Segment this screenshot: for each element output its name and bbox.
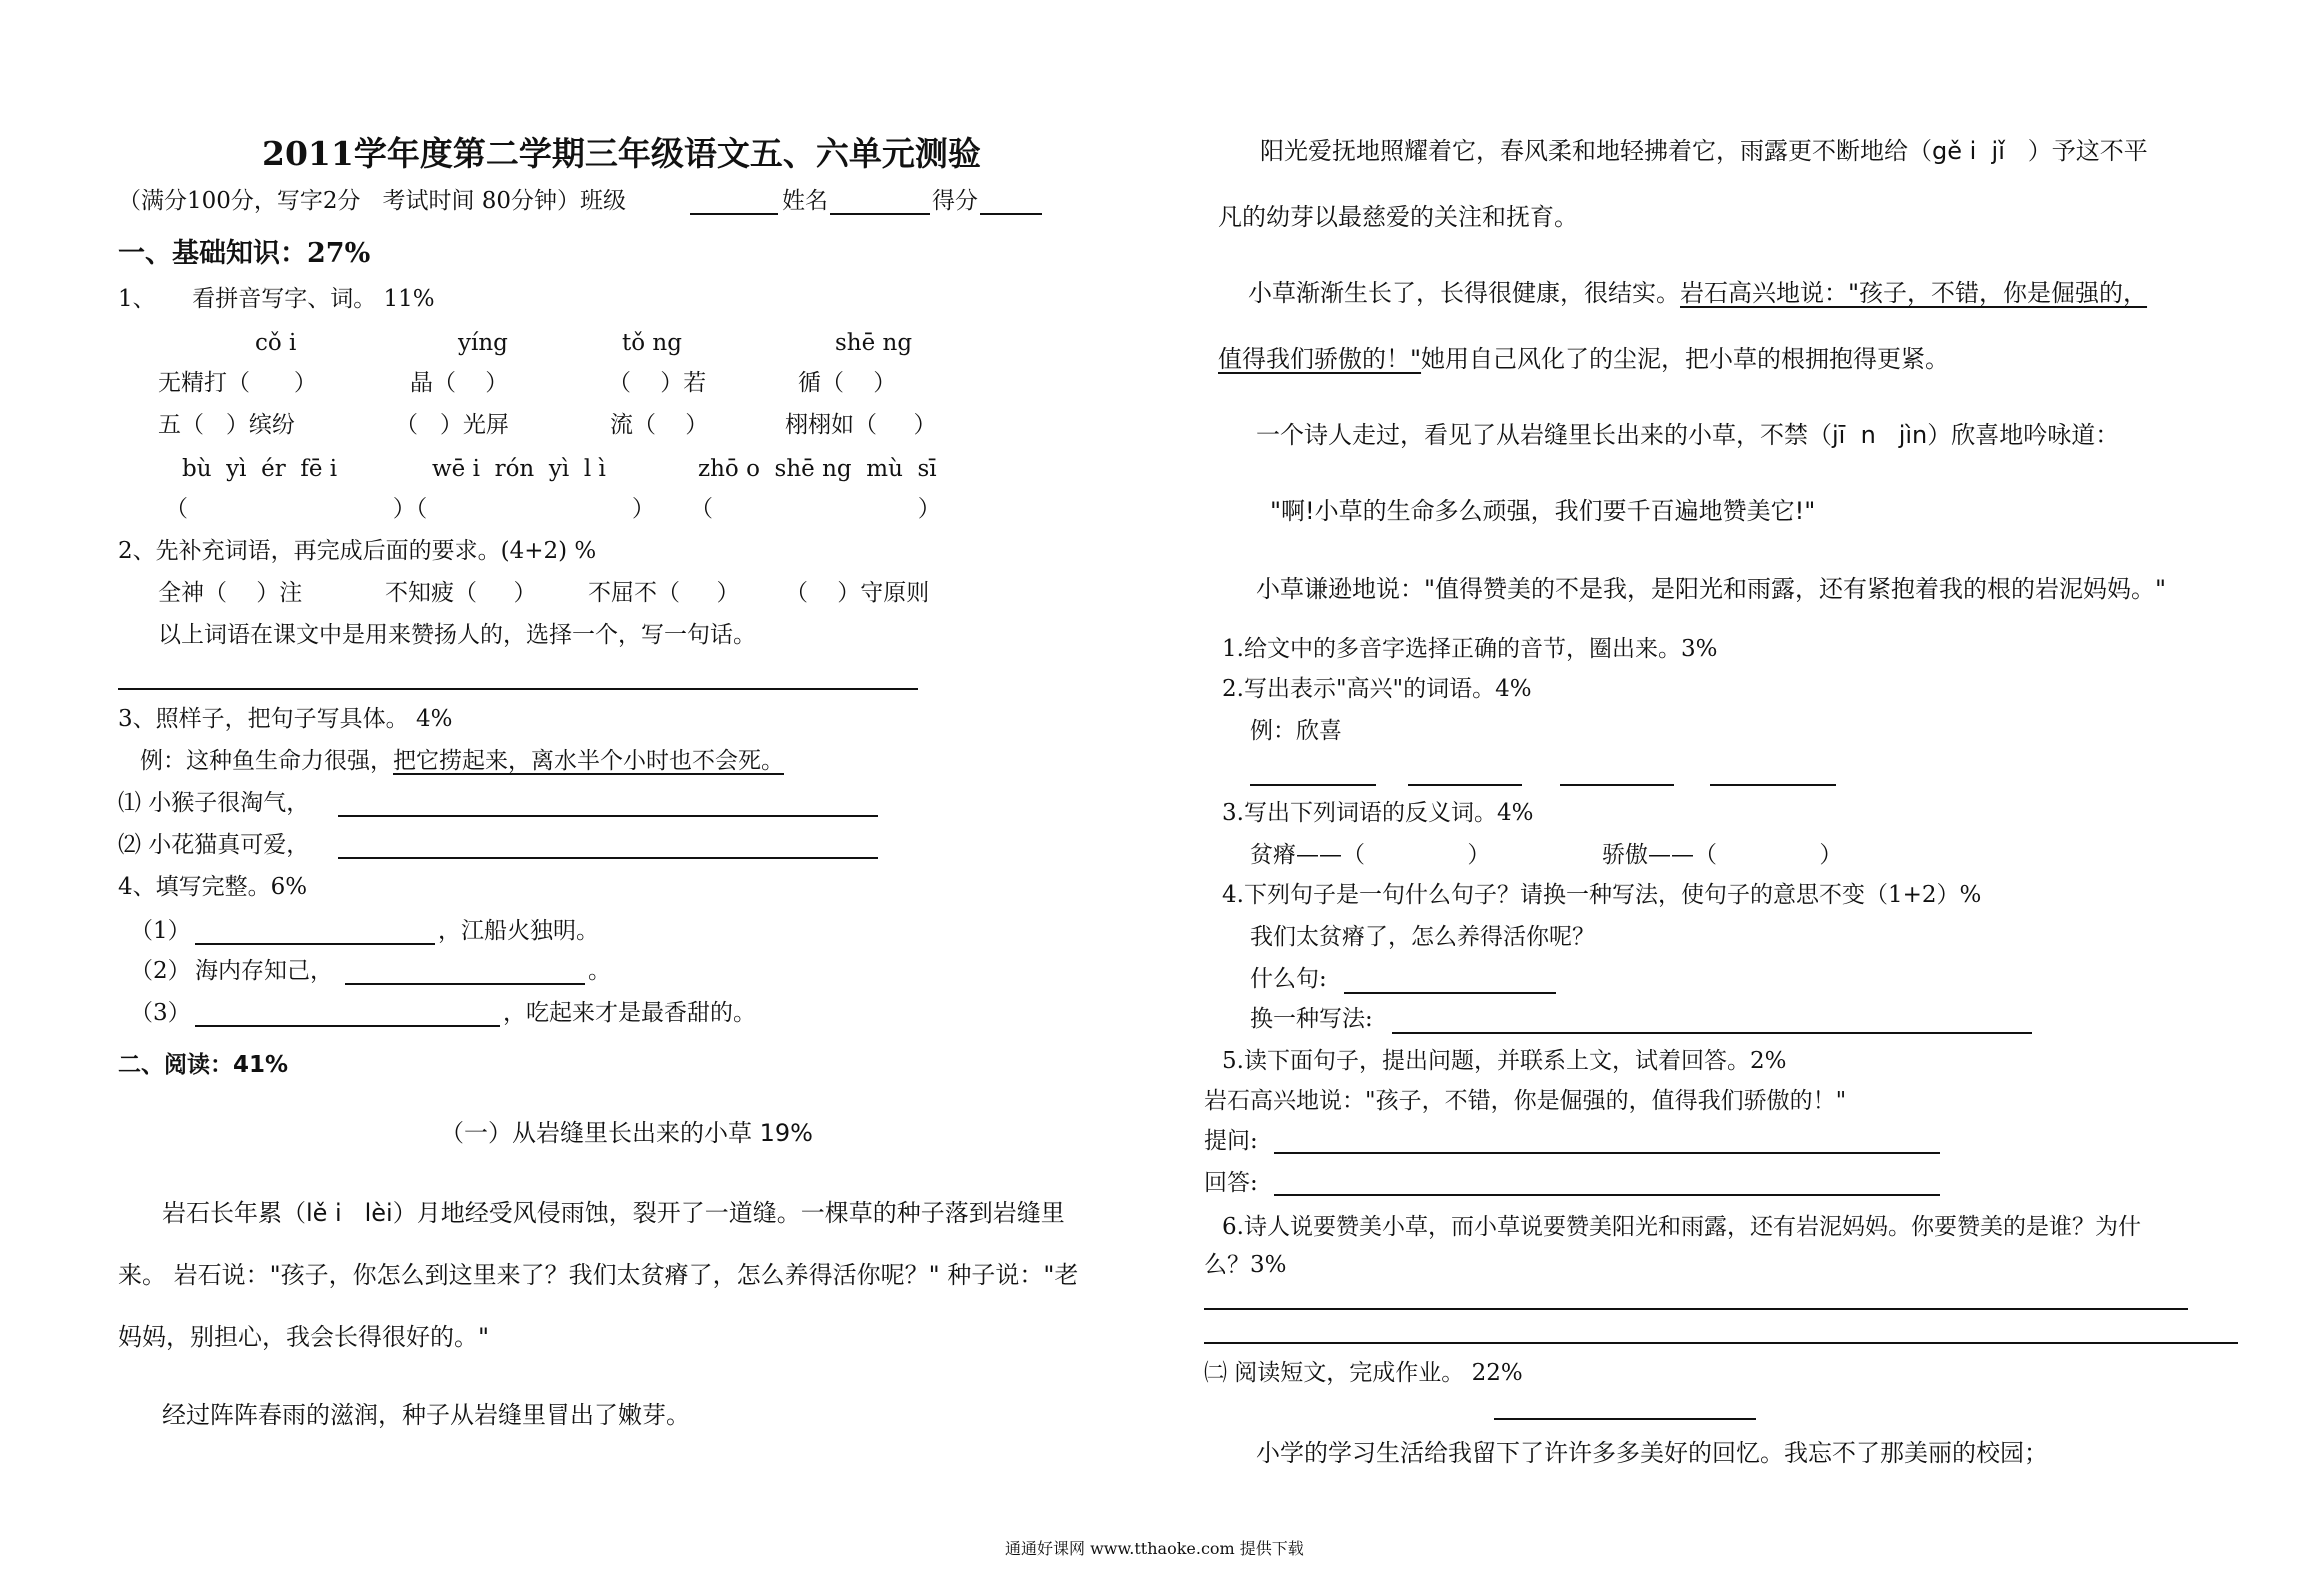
right-column: [1152, 0, 2304, 1595]
footer: 通通好课网 www.tthaoke.com 提供下载: [1005, 1539, 1304, 1558]
q3-item1: ⑴ 小猴子很淘气，: [118, 790, 310, 816]
q4-num: （1）: [130, 918, 191, 944]
word-blank: 循（ ）: [798, 370, 897, 396]
q4-type-label: 什么句:: [1250, 966, 1327, 992]
name-label: 姓名: [782, 188, 828, 214]
q4-label: 4、填写完整。6%: [118, 874, 308, 900]
q3-example: [140, 748, 784, 774]
reading-q6-cont: 么？3%: [1204, 1252, 1287, 1278]
q5-ask-label: 提问:: [1204, 1128, 1258, 1154]
passage-line: 经过阵阵春雨的滋润，种子从岩缝里冒出了嫩芽。: [162, 1401, 690, 1429]
passage2-heading: ㈡ 阅读短文，完成作业。 22%: [1204, 1360, 1523, 1386]
q3-label: 3、照样子，把句子写具体。 4%: [118, 706, 453, 732]
passage-line: 小草谦逊地说："值得赞美的不是我，是阳光和雨露，还有紧抱着我的根的岩泥妈妈。": [1256, 575, 2167, 603]
passage1-title: （一）从岩缝里长出来的小草 19%: [440, 1119, 813, 1147]
pinyin: tǒ ng: [622, 330, 682, 356]
answer-line: [1392, 1032, 2032, 1034]
answer-brackets: （ ）: [690, 496, 941, 522]
score-blank: [980, 213, 1042, 215]
word-blank: 五（ ）缤纷: [158, 412, 295, 438]
answer-brackets: （ ）（ ）: [165, 496, 655, 522]
q4-num: （3）: [130, 1000, 191, 1026]
idiom-blank: （ ）守原则: [785, 580, 930, 606]
reading-q6: 6.诗人说要赞美小草，而小草说要赞美阳光和雨露，还有岩泥妈妈。你要赞美的是谁？为什: [1222, 1214, 2141, 1240]
word-blank: 晶（ ）: [410, 370, 509, 396]
q4-sentence: 我们太贫瘠了，怎么养得活你呢？: [1250, 924, 1595, 950]
answer-line: [1344, 992, 1556, 994]
reading-q3: 3.写出下列词语的反义词。4%: [1222, 800, 1534, 826]
q4-rewrite-label: 换一种写法:: [1250, 1006, 1373, 1032]
pinyin: wē i rón yì l ì: [432, 456, 606, 482]
answer-line: [1274, 1152, 1940, 1154]
passage2-line: 小学的学习生活给我留下了许许多多美好的回忆。我忘不了那美丽的校园；: [1256, 1439, 2048, 1467]
passage-underlined: 值得我们骄傲的！": [1218, 345, 1422, 373]
q3-item2: ⑵ 小花猫真可爱，: [118, 832, 310, 858]
q5-answer-label: 回答:: [1204, 1170, 1258, 1196]
answer-line: [1560, 784, 1674, 786]
passage-text: 小草渐渐生长了，长得很健康，很结实。: [1248, 279, 1680, 307]
answer-line: [345, 983, 585, 985]
word-blank: （ ）若: [608, 370, 707, 396]
passage-line: 一个诗人走过，看见了从岩缝里长出来的小草，不禁（jī n jìn）欣喜地吟咏道：: [1256, 421, 2120, 449]
answer-line: [118, 688, 918, 690]
q5-sentence: 岩石高兴地说："孩子，不错，你是倔强的，值得我们骄傲的！": [1204, 1088, 1847, 1114]
pinyin: zhō o shē ng mù sī: [698, 456, 937, 482]
answer-line: [1274, 1194, 1940, 1196]
passage-line: 凡的幼芽以最慈爱的关注和抚育。: [1218, 203, 1578, 231]
part2-heading: 二、阅读：41%: [118, 1052, 289, 1078]
subtitle: （满分100分，写字2分 考试时间 80分钟）班级: [118, 188, 627, 214]
answer-line: [1408, 784, 1522, 786]
reading-q4: 4.下列句子是一句什么句子？请换一种写法，使句子的意思不变（1+2）%: [1222, 882, 1982, 908]
passage-underlined: 岩石高兴地说："孩子，不错，你是倔强的，: [1680, 279, 2148, 307]
antonym-pair: 骄傲——（ ）: [1602, 842, 1843, 868]
pinyin: shē ng: [835, 330, 913, 356]
passage2-title-blank: [1494, 1418, 1756, 1420]
word-blank: （ ）光屏: [395, 412, 509, 438]
passage-line: 阳光爱抚地照耀着它，春风柔和地轻拂着它，雨露更不断地给（gě i jǐ ）予这不平: [1260, 137, 2148, 165]
q4-item2-end: 。: [588, 958, 611, 984]
q2-label: 2、先补充词语，再完成后面的要求。(4+2) %: [118, 538, 597, 564]
pinyin: yíng: [458, 330, 508, 356]
reading-q5: 5.读下面句子，提出问题，并联系上文，试着回答。2%: [1222, 1048, 1787, 1074]
pinyin: cǒ i: [255, 330, 297, 356]
answer-line: [338, 857, 878, 859]
reading-q1: 1.给文中的多音字选择正确的音节，圈出来。3%: [1222, 636, 1718, 662]
example-prefix: 例：这种鱼生命力很强，: [140, 748, 393, 774]
idiom-blank: 不知疲（ ）: [385, 580, 537, 606]
q4-item3: ，吃起来才是最香甜的。: [503, 1000, 756, 1026]
reading-q2: 2.写出表示"高兴"的词语。4%: [1222, 676, 1532, 702]
passage-text: 她用自己风化了的尘泥，把小草的根拥抱得更紧。: [1421, 345, 1950, 373]
answer-line: [338, 815, 878, 817]
reading-q2-example: 例：欣喜: [1250, 718, 1342, 744]
answer-line: [1250, 784, 1376, 786]
passage-line: 岩石长年累（lě i lèi）月地经受风侵雨蚀，裂开了一道缝。一棵草的种子落到岩缝里: [162, 1199, 1065, 1227]
class-blank: [690, 213, 778, 215]
passage-line: "啊!小草的生命多么顽强，我们要千百遍地赞美它!": [1270, 497, 1816, 525]
part1-heading: 一、基础知识：27%: [118, 238, 371, 269]
answer-line: [1204, 1342, 2238, 1344]
answer-line: [1710, 784, 1836, 786]
word-blank: 无精打（ ）: [158, 370, 317, 396]
word-blank: 流（ ）: [610, 412, 709, 438]
idiom-blank: 不屈不（ ）: [588, 580, 740, 606]
passage-line: [1248, 280, 2147, 308]
answer-line: [195, 1025, 500, 1027]
antonym-pair: 贫瘠——（ ）: [1250, 842, 1491, 868]
q1-label: 1、 看拼音写字、词。 11%: [118, 286, 435, 312]
q2-instruction: 以上词语在课文中是用来赞扬人的，选择一个，写一句话。: [158, 622, 756, 648]
q4-item2: 海内存知己，: [195, 958, 333, 984]
idiom-blank: 全神（ ）注: [158, 580, 303, 606]
passage-line: [1218, 346, 1949, 374]
passage-line: 来。 岩石说："孩子，你怎么到这里来了？我们太贫瘠了，怎么养得活你呢？" 种子说："老: [118, 1261, 1079, 1289]
answer-line: [1204, 1308, 2188, 1310]
name-blank: [830, 213, 930, 215]
pinyin: bù yì ér fē i: [182, 456, 338, 482]
passage-line: 妈妈，别担心，我会长得很好的。": [118, 1323, 490, 1351]
q4-num: （2）: [130, 958, 191, 984]
page-title: 2011学年度第二学期三年级语文五、六单元测验: [262, 134, 981, 173]
example-underlined: 把它捞起来，离水半个小时也不会死。: [393, 748, 784, 774]
answer-line: [195, 943, 435, 945]
word-blank: 栩栩如（ ）: [785, 412, 937, 438]
q4-item1: ，江船火独明。: [438, 918, 599, 944]
score-label: 得分: [932, 188, 978, 214]
